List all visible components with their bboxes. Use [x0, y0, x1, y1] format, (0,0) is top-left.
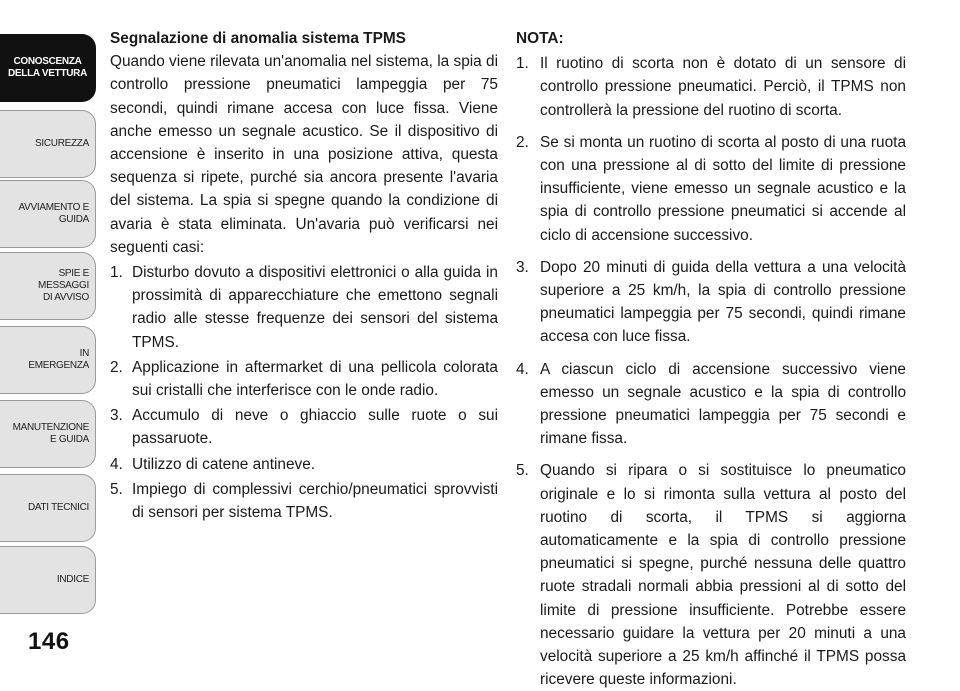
list-item [110, 261, 498, 354]
list-number: 3. [110, 407, 123, 425]
list-number: 4. [110, 455, 123, 473]
note-heading: NOTA: [516, 30, 564, 47]
list-text: Dopo 20 minuti di guida della vettura a una velocità superiore a 25 km/h, la spia di controllo pressione pneumatici lampeggia per 75 secondi, quindi rimane accesa con luce fissa. [540, 258, 906, 346]
section-heading: Segnalazione di anomalia sistema TPMS [110, 30, 406, 47]
page-number: 146 [28, 628, 70, 655]
list-text: Applicazione in aftermarket di una pellicola colorata sui cristalli che interferisce con le onde radio. [132, 358, 498, 400]
list-text: Se si monta un ruotino di scorta al posto di una ruota con una pressione al di sotto del limite di pressione insufficiente, viene emesso un segnale acustico e la spia di controllo pressione pneumatici si accende al ciclo di accensione successivo. [540, 133, 906, 244]
tab-manutenzione[interactable]: MANUTENZIONE E GUIDA [0, 400, 96, 468]
list-number: 1. [516, 55, 529, 73]
left-column [110, 27, 498, 524]
list-number: 3. [516, 258, 529, 276]
tab-indice[interactable]: INDICE [0, 546, 96, 614]
list-item [110, 356, 498, 402]
tab-dati-tecnici[interactable]: DATI TECNICI [0, 474, 96, 542]
list-number: 1. [110, 264, 123, 282]
fault-cases-list [110, 261, 498, 524]
notes-list [516, 52, 906, 691]
tab-spie-e-messaggi[interactable]: SPIE E MESSAGGI DI AVVISO [0, 252, 96, 320]
list-number: 5. [110, 480, 123, 498]
list-number: 2. [516, 133, 529, 151]
list-item [516, 256, 906, 349]
list-item [516, 131, 906, 247]
list-item [516, 52, 906, 122]
tab-avviamento-e-guida[interactable]: AVVIAMENTO E GUIDA [0, 180, 96, 248]
list-text: A ciascun ciclo di accensione successivo viene emesso un segnale acustico e la spia di controllo pressione pneumatici lampeggia per 75 secondi e rimane fissa. [540, 360, 906, 448]
list-item [110, 404, 498, 450]
tab-conoscenza-della-vettura[interactable]: CONOSCENZA DELLA VETTURA [0, 34, 96, 102]
list-text: Impiego di complessivi cerchio/pneumatici sprovvisti di sensori per sistema TPMS. [132, 480, 498, 522]
intro-paragraph: Quando viene rilevata un'anomalia nel sistema, la spia di controllo pressione pneumatici lampeggia per 75 secondi, quindi rimane accesa con luce fissa. Viene anche emesso un segnale acustico. Se il dispositivo di accensione è inserito in una posizione attiva, questa sequenza si ripete, purché sia ancora presente l'avaria del sistema. La spia si spegne quando la condizione di avaria è stata eliminata. Un'avaria può verificarsi nei seguenti casi: [110, 53, 498, 256]
list-text: Il ruotino di scorta non è dotato di un sensore di controllo pressione pneumatici. Perciò, il TPMS non controllerà la pressione del ruotino di scorta. [540, 55, 906, 119]
list-number: 2. [110, 358, 123, 376]
list-item [110, 478, 498, 524]
list-text: Accumulo di neve o ghiaccio sulle ruote o sui passaruote. [132, 407, 498, 448]
right-column [516, 27, 906, 691]
list-text: Disturbo dovuto a dispositivi elettronici o alla guida in prossimità di apparecchiature che emettono segnali radio alle stesse frequenze dei sensori del sistema TPMS. [132, 264, 498, 351]
tab-in-emergenza[interactable]: IN EMERGENZA [0, 326, 96, 394]
tab-sicurezza[interactable]: SICUREZZA [0, 110, 96, 178]
list-text: Utilizzo di catene antineve. [132, 455, 316, 473]
list-item [516, 459, 906, 691]
list-item [516, 358, 906, 451]
list-number: 5. [516, 462, 529, 480]
list-item [110, 453, 498, 476]
list-number: 4. [516, 360, 529, 378]
list-text: Quando si ripara o si sostituisce lo pneumatico originale e lo si rimonta sulla vettura al posto del ruotino di scorta, il TPMS si aggiorna automaticamente e la spia di controllo pressione pneumatici si spegne, purché nessuna delle quattro ruote stradali normali abbia pressioni al di sotto del limite di pressione insufficiente. Potrebbe essere necessario guidare la vettura per 20 minuti a una velocità superiore a 25 km/h affinché il TPMS possa ricevere queste informazioni. [540, 462, 906, 689]
